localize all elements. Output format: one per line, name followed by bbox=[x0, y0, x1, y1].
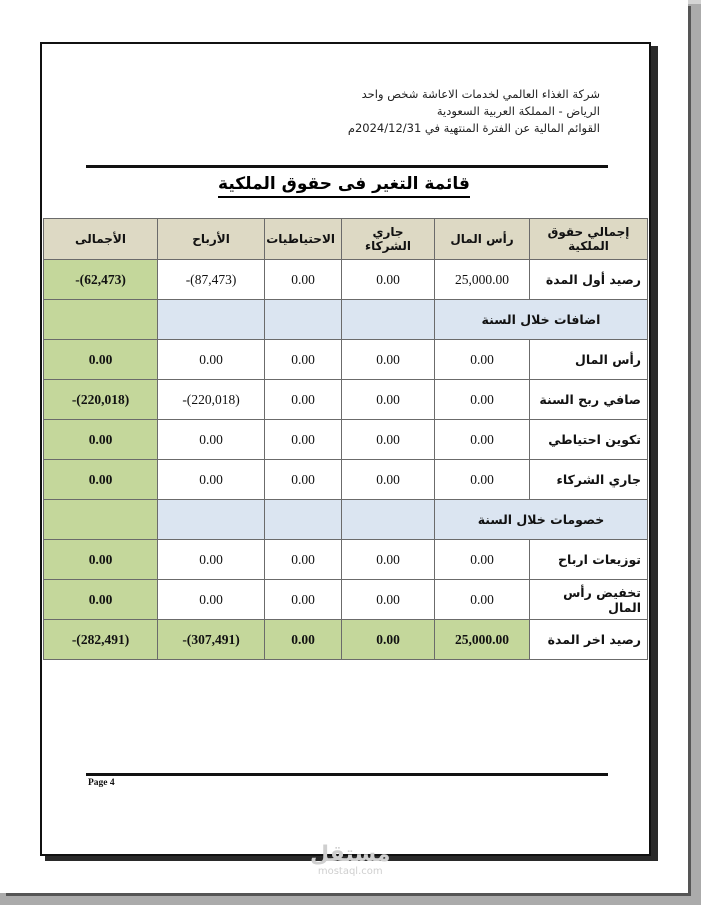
cell-empty bbox=[342, 500, 435, 540]
cell-total: (220,018)- bbox=[44, 380, 158, 420]
cell-partners: 0.00 bbox=[342, 540, 435, 580]
statement-period: القوائم المالية عن الفترة المنتهية في 2024/12/31م bbox=[347, 121, 600, 135]
col-header-reserves: الاحتياطيات bbox=[265, 219, 342, 260]
company-location: الرياض - المملكة العربية السعودية bbox=[436, 104, 600, 118]
cell-capital: 25,000.00 bbox=[435, 260, 530, 300]
cell-partners: 0.00 bbox=[342, 460, 435, 500]
company-name: شركة الغذاء العالمي لخدمات الاعاشة شخص واحد bbox=[361, 87, 600, 101]
cell-profits: 0.00 bbox=[158, 460, 265, 500]
cell-reserves: 0.00 bbox=[265, 540, 342, 580]
cell-profits: 0.00 bbox=[158, 340, 265, 380]
equity-changes-table bbox=[43, 218, 648, 660]
col-header-capital: رأس المال bbox=[435, 219, 530, 260]
cell-reserves: 0.00 bbox=[265, 380, 342, 420]
cell-capital: 0.00 bbox=[435, 580, 530, 620]
cell-empty bbox=[265, 500, 342, 540]
cell-total: 0.00 bbox=[44, 580, 158, 620]
cell-total: 0.00 bbox=[44, 540, 158, 580]
row-label: رصيد اخر المدة bbox=[530, 620, 648, 660]
cell-profits: (307,491)- bbox=[158, 620, 265, 660]
cell-empty bbox=[158, 300, 265, 340]
table-row-closing bbox=[44, 620, 648, 660]
watermark bbox=[310, 843, 390, 877]
header-divider bbox=[86, 165, 608, 168]
cell-total: (62,473)- bbox=[44, 260, 158, 300]
col-header-equity: إجمالي حقوق الملكية bbox=[530, 219, 648, 260]
watermark-logo: مستقل bbox=[310, 842, 391, 867]
cell-empty bbox=[342, 300, 435, 340]
cell-partners: 0.00 bbox=[342, 340, 435, 380]
cell-total: 0.00 bbox=[44, 340, 158, 380]
company-header bbox=[180, 86, 600, 137]
table-row bbox=[44, 460, 648, 500]
table-row bbox=[44, 340, 648, 380]
cell-empty bbox=[158, 500, 265, 540]
cell-partners: 0.00 bbox=[342, 260, 435, 300]
cell-empty bbox=[265, 300, 342, 340]
row-label: تكوين احتياطي bbox=[530, 420, 648, 460]
cell-profits: (87,473)- bbox=[158, 260, 265, 300]
page-shadow-bottom bbox=[6, 893, 691, 896]
col-header-partners: جاري الشركاء bbox=[342, 219, 435, 260]
cell-reserves: 0.00 bbox=[265, 620, 342, 660]
cell-capital: 0.00 bbox=[435, 540, 530, 580]
cell-capital: 0.00 bbox=[435, 340, 530, 380]
page-title-text: قائمة التغير فى حقوق الملكية bbox=[218, 174, 470, 198]
section-label-additions: اضافات خلال السنة bbox=[435, 300, 648, 340]
cell-capital: 25,000.00 bbox=[435, 620, 530, 660]
row-label: تخفيض رأس المال bbox=[530, 580, 648, 620]
page-title bbox=[0, 174, 688, 198]
cell-reserves: 0.00 bbox=[265, 340, 342, 380]
row-label: رصيد أول المدة bbox=[530, 260, 648, 300]
cell-capital: 0.00 bbox=[435, 420, 530, 460]
cell-total: (282,491)- bbox=[44, 620, 158, 660]
row-label: رأس المال bbox=[530, 340, 648, 380]
cell-partners: 0.00 bbox=[342, 580, 435, 620]
cell-total-empty bbox=[44, 300, 158, 340]
cell-profits: (220,018)- bbox=[158, 380, 265, 420]
cell-partners: 0.00 bbox=[342, 380, 435, 420]
watermark-url: mostaql.com bbox=[317, 866, 383, 877]
table-row bbox=[44, 540, 648, 580]
cell-reserves: 0.00 bbox=[265, 580, 342, 620]
col-header-profits: الأرباح bbox=[158, 219, 265, 260]
cell-capital: 0.00 bbox=[435, 460, 530, 500]
table-row bbox=[44, 380, 648, 420]
cell-reserves: 0.00 bbox=[265, 420, 342, 460]
table-row-opening bbox=[44, 260, 648, 300]
cell-reserves: 0.00 bbox=[265, 260, 342, 300]
table-header-row bbox=[44, 219, 648, 260]
section-row-deductions bbox=[44, 500, 648, 540]
page-number: Page 4 bbox=[88, 778, 115, 788]
row-label: توزيعات ارباح bbox=[530, 540, 648, 580]
footer-divider bbox=[86, 773, 608, 776]
section-label-deductions: خصومات خلال السنة bbox=[435, 500, 648, 540]
cell-profits: 0.00 bbox=[158, 580, 265, 620]
table-row bbox=[44, 420, 648, 460]
cell-total-empty bbox=[44, 500, 158, 540]
cell-profits: 0.00 bbox=[158, 420, 265, 460]
table-row bbox=[44, 580, 648, 620]
page-shadow-right bbox=[688, 6, 691, 895]
cell-reserves: 0.00 bbox=[265, 460, 342, 500]
row-label: صافي ربح السنة bbox=[530, 380, 648, 420]
cell-partners: 0.00 bbox=[342, 420, 435, 460]
cell-profits: 0.00 bbox=[158, 540, 265, 580]
cell-capital: 0.00 bbox=[435, 380, 530, 420]
col-header-total: الأجمالى bbox=[44, 219, 158, 260]
section-row-additions bbox=[44, 300, 648, 340]
row-label: جاري الشركاء bbox=[530, 460, 648, 500]
cell-partners: 0.00 bbox=[342, 620, 435, 660]
cell-total: 0.00 bbox=[44, 420, 158, 460]
cell-total: 0.00 bbox=[44, 460, 158, 500]
